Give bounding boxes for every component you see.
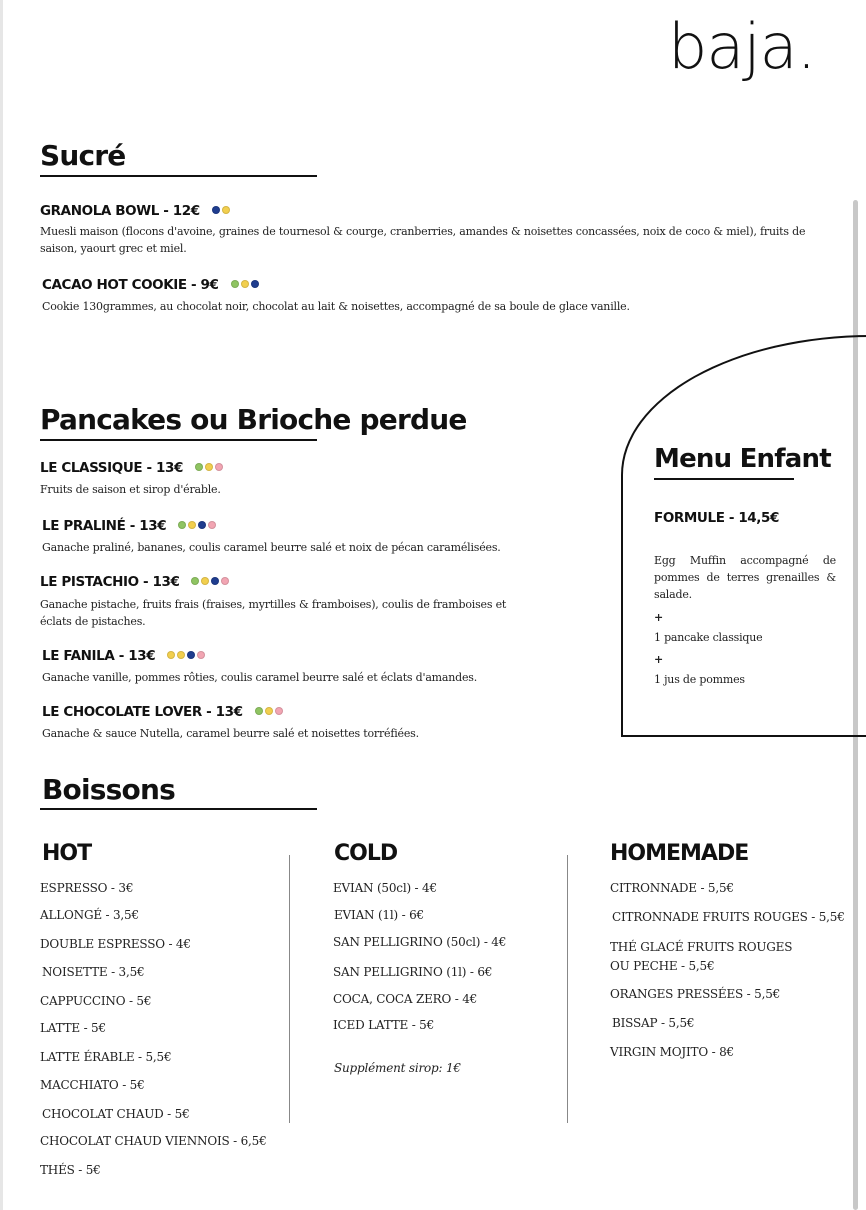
drink-item: EVIAN (1l) - 6€ bbox=[334, 908, 424, 922]
drink-item: CAPPUCCINO - 5€ bbox=[40, 994, 152, 1008]
allergen-dots bbox=[231, 278, 261, 292]
drink-item: ESPRESSO - 3€ bbox=[40, 881, 134, 895]
menu-item-description: Fruits de saison et sirop d'érable. bbox=[40, 483, 221, 496]
section-rule-sucre bbox=[40, 175, 317, 177]
menu-item-description: Cookie 130grammes, au chocolat noir, chocolat au lait & noisettes, accompagné de sa boule de glace vanille. bbox=[42, 300, 630, 313]
item-name: GRANOLA BOWL - 12€ bbox=[40, 203, 200, 219]
pink-dot-icon bbox=[197, 651, 205, 659]
column-divider bbox=[289, 855, 290, 1123]
yellow-dot-icon bbox=[188, 521, 196, 529]
section-title-menu-enfant: Menu Enfant bbox=[654, 444, 831, 474]
drink-item: MACCHIATO - 5€ bbox=[40, 1078, 145, 1092]
column-title-hot: HOT bbox=[42, 841, 92, 866]
drink-item: CITRONNADE FRUITS ROUGES - 5,5€ bbox=[612, 910, 845, 924]
yellow-dot-icon bbox=[241, 280, 249, 288]
pink-dot-icon bbox=[208, 521, 216, 529]
menu-item-description: Muesli maison (flocons d'avoine, graines de tournesol & courge, cranberries, amandes & noisettes concassées, noix de coco & miel), fruits de saison, yaourt grec et miel. bbox=[40, 225, 806, 255]
menu-item-title bbox=[40, 575, 231, 590]
green-dot-icon bbox=[191, 577, 199, 585]
item-name: LE CHOCOLATE LOVER - 13€ bbox=[42, 704, 243, 720]
allergen-dots bbox=[167, 649, 207, 663]
item-name: LE PRALINÉ - 13€ bbox=[42, 518, 167, 534]
drink-item: SAN PELLIGRINO (1l) - 6€ bbox=[333, 965, 493, 979]
allergen-dots bbox=[195, 461, 225, 475]
blue-dot-icon bbox=[212, 206, 220, 214]
plus-sign: + bbox=[654, 611, 664, 624]
column-title-cold: COLD bbox=[334, 841, 398, 866]
menu-item-title bbox=[42, 278, 261, 293]
drink-item: EVIAN (50cl) - 4€ bbox=[333, 881, 437, 895]
section-title-pancakes: Pancakes ou Brioche perdue bbox=[40, 403, 467, 436]
blue-dot-icon bbox=[187, 651, 195, 659]
blue-dot-icon bbox=[198, 521, 206, 529]
menu-item-description: Ganache pistache, fruits frais (fraises, myrtilles & framboises), coulis de framboises et éclats de pistaches. bbox=[40, 598, 507, 628]
green-dot-icon bbox=[255, 707, 263, 715]
drink-item: CITRONNADE - 5,5€ bbox=[610, 881, 734, 895]
pink-dot-icon bbox=[215, 463, 223, 471]
menu-item-description: Ganache praliné, bananes, coulis caramel beurre salé et noix de pécan caramélisées. bbox=[42, 541, 501, 554]
section-title-sucre: Sucré bbox=[40, 139, 126, 172]
section-rule-menu-enfant bbox=[654, 478, 794, 480]
drink-item: OU PECHE - 5,5€ bbox=[610, 959, 715, 973]
green-dot-icon bbox=[231, 280, 239, 288]
menu-item-description: Ganache & sauce Nutella, caramel beurre salé et noisettes torréfiées. bbox=[42, 727, 419, 740]
menu-item-description: Ganache vanille, pommes rôties, coulis caramel beurre salé et éclats d'amandes. bbox=[42, 671, 478, 684]
allergen-dots bbox=[191, 575, 231, 589]
plus-sign: + bbox=[654, 653, 664, 666]
green-dot-icon bbox=[178, 521, 186, 529]
section-rule-boissons bbox=[40, 808, 317, 810]
allergen-dots bbox=[212, 204, 232, 218]
drink-item: SAN PELLIGRINO (50cl) - 4€ bbox=[333, 935, 507, 949]
drink-item: LATTE - 5€ bbox=[40, 1021, 106, 1035]
drink-item: CHOCOLAT CHAUD - 5€ bbox=[42, 1107, 190, 1121]
blue-dot-icon bbox=[251, 280, 259, 288]
menu-item-title bbox=[42, 649, 207, 664]
drink-item: VIRGIN MOJITO - 8€ bbox=[610, 1045, 734, 1059]
yellow-dot-icon bbox=[167, 651, 175, 659]
yellow-dot-icon bbox=[265, 707, 273, 715]
item-name: LE FANILA - 13€ bbox=[42, 648, 156, 664]
green-dot-icon bbox=[195, 463, 203, 471]
allergen-dots bbox=[255, 705, 285, 719]
drink-item: LATTE ÉRABLE - 5,5€ bbox=[40, 1050, 172, 1064]
pink-dot-icon bbox=[221, 577, 229, 585]
yellow-dot-icon bbox=[201, 577, 209, 585]
formule-juice: 1 jus de pommes bbox=[654, 673, 745, 686]
section-rule-pancakes bbox=[40, 439, 317, 441]
drink-item: ICED LATTE - 5€ bbox=[333, 1018, 435, 1032]
allergen-dots bbox=[178, 519, 218, 533]
yellow-dot-icon bbox=[222, 206, 230, 214]
drink-item: COCA, COCA ZERO - 4€ bbox=[333, 992, 478, 1006]
drink-item: NOISETTE - 3,5€ bbox=[42, 965, 145, 979]
drink-item: DOUBLE ESPRESSO - 4€ bbox=[40, 937, 191, 951]
menu-item-title bbox=[40, 204, 232, 219]
menu-item-title bbox=[42, 519, 218, 534]
pink-dot-icon bbox=[275, 707, 283, 715]
yellow-dot-icon bbox=[177, 651, 185, 659]
syrup-supplement: Supplément sirop: 1€ bbox=[334, 1061, 461, 1075]
drink-item: THÉS - 5€ bbox=[40, 1163, 101, 1177]
drink-item: ORANGES PRESSÉES - 5,5€ bbox=[610, 987, 781, 1001]
baja-logo: baja. bbox=[668, 10, 816, 83]
menu-item-title bbox=[40, 461, 225, 476]
blue-dot-icon bbox=[211, 577, 219, 585]
drink-item: ALLONGÉ - 3,5€ bbox=[40, 908, 139, 922]
formule-description: Egg Muffin accompagné de pommes de terres grenailles & salade. bbox=[654, 554, 836, 601]
drink-item: CHOCOLAT CHAUD VIENNOIS - 6,5€ bbox=[40, 1134, 267, 1148]
item-name: LE PISTACHIO - 13€ bbox=[40, 574, 180, 590]
item-name: LE CLASSIQUE - 13€ bbox=[40, 460, 183, 476]
column-title-homemade: HOMEMADE bbox=[610, 841, 749, 866]
drink-item: THÉ GLACÉ FRUITS ROUGES bbox=[610, 940, 793, 954]
formule-title: FORMULE - 14,5€ bbox=[654, 510, 780, 526]
item-name: CACAO HOT COOKIE - 9€ bbox=[42, 277, 219, 293]
formule-pancake: 1 pancake classique bbox=[654, 631, 763, 644]
menu-item-title bbox=[42, 705, 285, 720]
drink-item: BISSAP - 5,5€ bbox=[612, 1016, 695, 1030]
section-title-boissons: Boissons bbox=[42, 773, 175, 806]
page-left-edge bbox=[0, 0, 3, 1210]
yellow-dot-icon bbox=[205, 463, 213, 471]
column-divider bbox=[567, 855, 568, 1123]
